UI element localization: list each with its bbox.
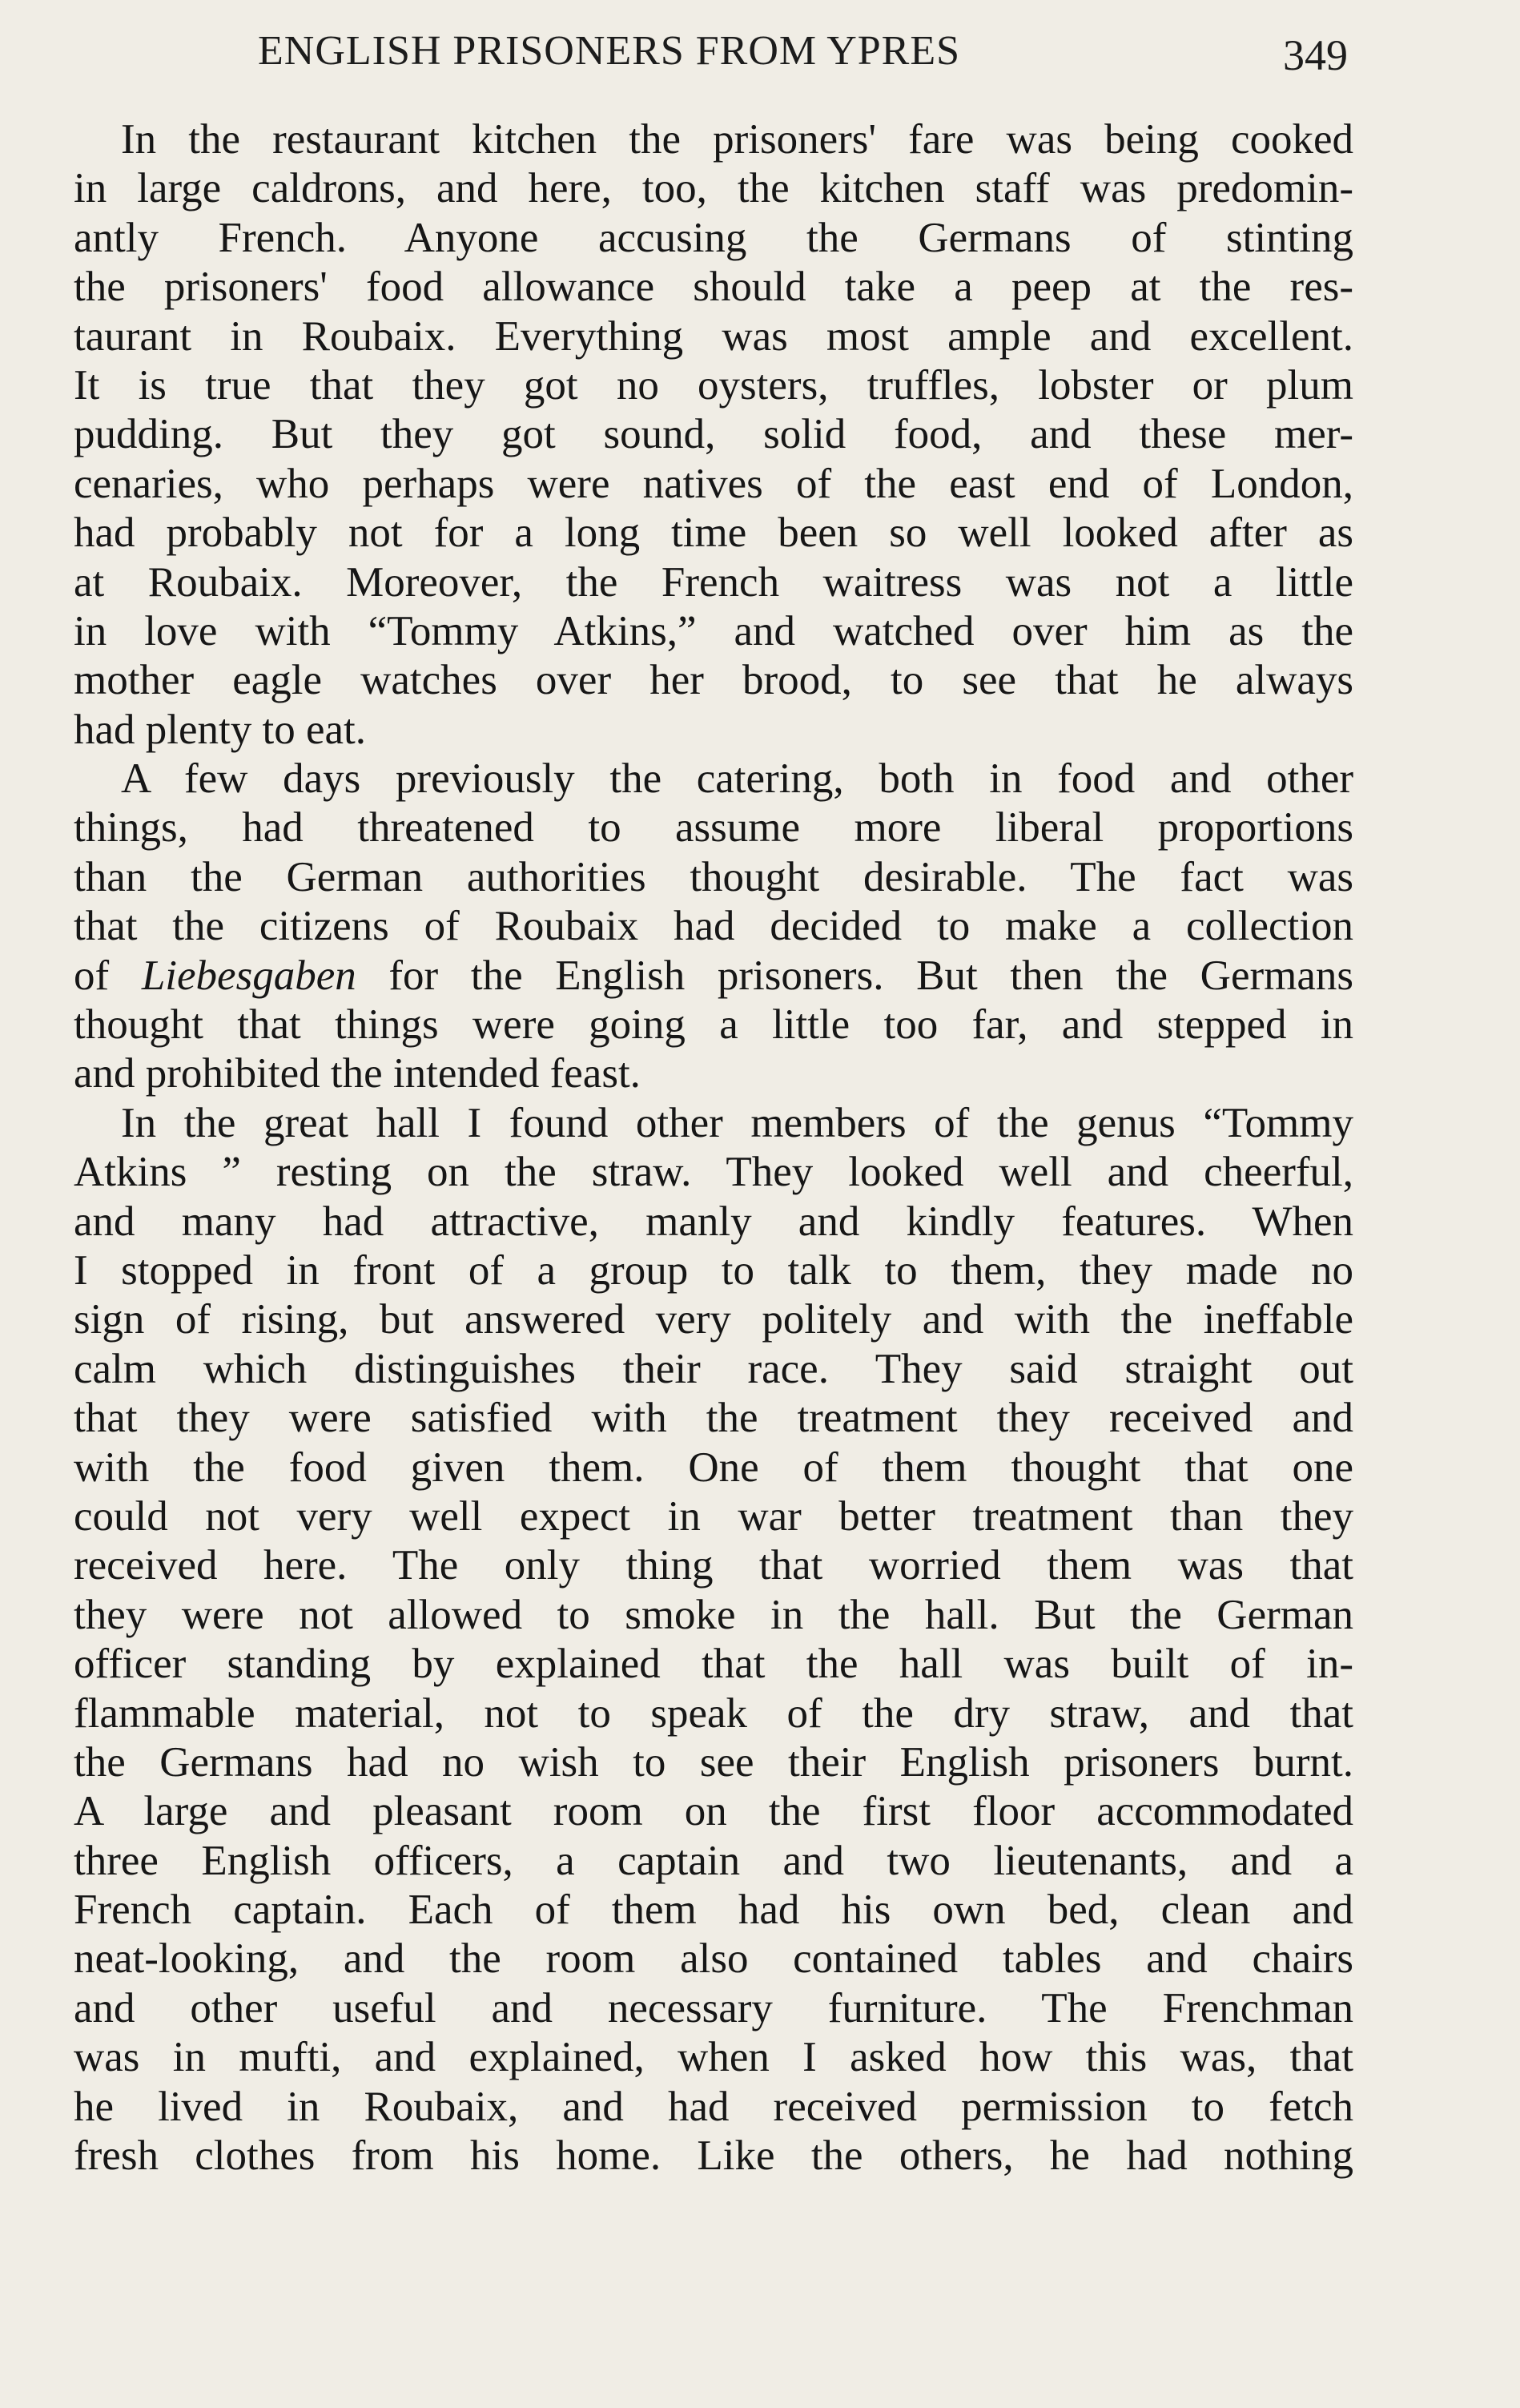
text-line: and many had attractive, manly and kindly features. When: [74, 1198, 1353, 1245]
text-line: received here. The only thing that worried them was that: [74, 1542, 1353, 1589]
text-line: and other useful and necessary furniture. The Frenchman: [74, 1984, 1353, 2031]
text-line: that the citizens of Roubaix had decided to make a collection: [74, 903, 1353, 950]
text-line: with the food given them. One of them thought that one: [74, 1444, 1353, 1491]
text-line: at Roubaix. Moreover, the French waitress was not a little: [74, 558, 1353, 606]
text-line: flammable material, not to speak of the dry straw, and that: [74, 1689, 1353, 1737]
text-line: antly French. Anyone accusing the Germans of stinting: [74, 214, 1353, 261]
text-line: taurant in Roubaix. Everything was most ample and excellent.: [74, 312, 1353, 360]
text-line: mother eagle watches over her brood, to see that he always: [74, 657, 1353, 704]
text-line: in love with “Tommy Atkins,” and watched over him as the: [74, 607, 1353, 654]
text-line: they were not allowed to smoke in the hall. But the German: [74, 1591, 1353, 1638]
text-line: officer standing by explained that the hall was built of in-: [74, 1641, 1353, 1688]
text-line: was in mufti, and explained, when I asked how this was, that: [74, 2034, 1353, 2081]
text-line: had probably not for a long time been so well looked after as: [74, 509, 1353, 557]
text-line: had plenty to eat.: [74, 706, 366, 753]
text-fragment: for the English prisoners. But then the Germans: [356, 952, 1353, 999]
text-line: pudding. But they got sound, solid food, and these mer-: [74, 411, 1353, 458]
body-text: [74, 115, 1353, 2180]
text-line: French captain. Each of them had his own bed, clean and: [74, 1887, 1353, 1934]
text-line: than the German authorities thought desirable. The fact was: [74, 853, 1353, 900]
text-line: could not very well expect in war better treatment than they: [74, 1492, 1353, 1540]
text-line: the Germans had no wish to see their English prisoners burnt.: [74, 1738, 1353, 1786]
text-line: calm which distinguishes their race. They said straight out: [74, 1345, 1353, 1392]
page-number: 349: [1283, 31, 1348, 79]
text-line: thought that things were going a little too far, and stepped in: [74, 1001, 1353, 1049]
text-line: It is true that they got no oysters, truffles, lobster or plum: [74, 361, 1353, 409]
text-line: I stopped in front of a group to talk to them, they made no: [74, 1246, 1353, 1294]
text-line: in large caldrons, and here, too, the kitchen staff was predomin-: [74, 165, 1353, 212]
text-line: the prisoners' food allowance should take a peep at the res-: [74, 264, 1353, 311]
text-line: In the restaurant kitchen the prisoners' fare was being cooked: [121, 116, 1353, 163]
text-line: Atkins ” resting on the straw. They looked well and cheerful,: [74, 1149, 1353, 1196]
text-line: that they were satisfied with the treatment they received and: [74, 1395, 1353, 1442]
text-line: A few days previously the catering, both in food and other: [121, 755, 1353, 803]
text-line: he lived in Roubaix, and had received permission to fetch: [74, 2083, 1353, 2130]
text-line: In the great hall I found other members of the genus “Tommy: [121, 1099, 1353, 1146]
text-line: A large and pleasant room on the first floor accommodated: [74, 1788, 1353, 1835]
text-line: three English officers, a captain and two lieutenants, and a: [74, 1837, 1353, 1884]
text-fragment: of: [74, 952, 142, 999]
text-line: and prohibited the intended feast.: [74, 1050, 641, 1097]
text-line: things, had threatened to assume more liberal proportions: [74, 804, 1353, 852]
text-line: neat-looking, and the room also contained tables and chairs: [74, 1935, 1353, 1983]
text-line: cenaries, who perhaps were natives of the east end of London,: [74, 460, 1353, 507]
running-head-title: ENGLISH PRISONERS FROM YPRES: [258, 28, 961, 74]
text-line: sign of rising, but answered very politely and with the ineffable: [74, 1296, 1353, 1343]
text-line: fresh clothes from his home. Like the others, he had nothing: [74, 2132, 1353, 2180]
text-line: [74, 952, 1353, 1001]
italic-term: Liebesgaben: [141, 952, 356, 999]
